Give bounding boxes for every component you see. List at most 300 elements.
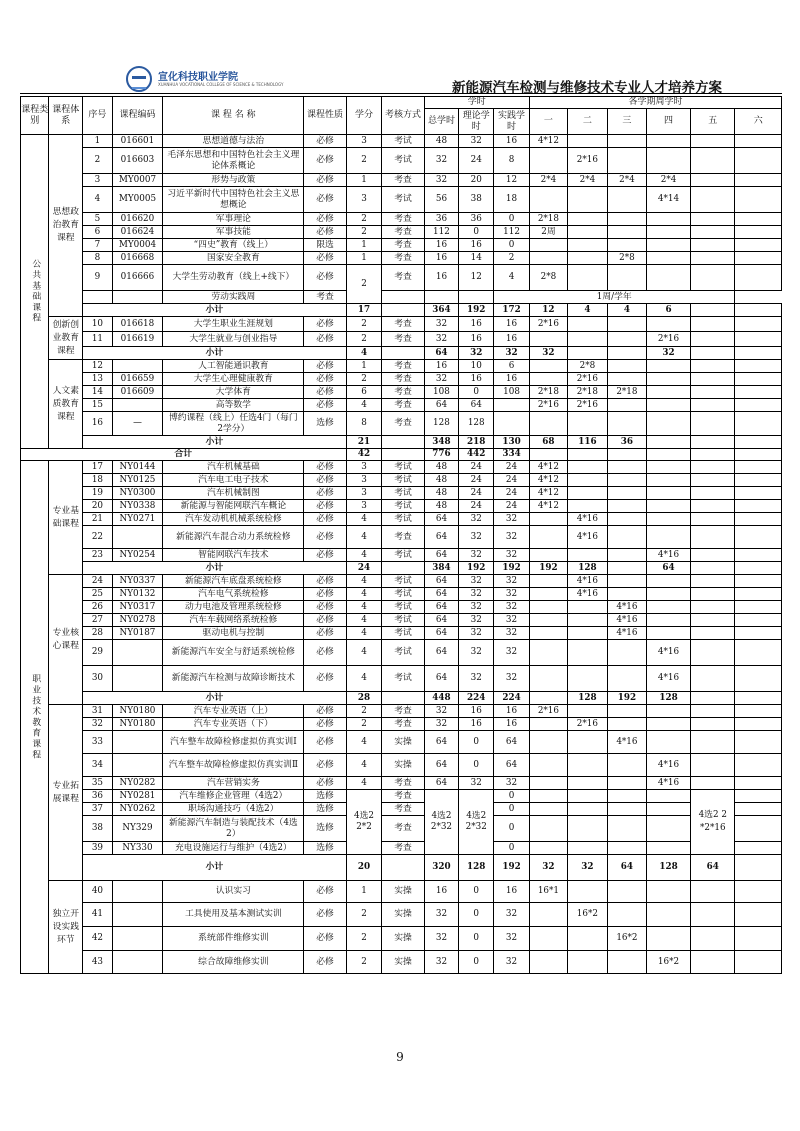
total-row <box>21 449 782 461</box>
cell-semester-2: 2*16 <box>567 148 607 174</box>
subtotal-row <box>21 562 782 575</box>
cell-practice-hours: 16 <box>494 135 530 148</box>
cell-total-hours: 32 <box>424 174 459 187</box>
col-weekly-group: 各学期周学时 <box>529 97 781 109</box>
cell-course-name: 大学生心理健康教育 <box>163 373 304 386</box>
cell-semester-4 <box>646 487 690 500</box>
col-course-nature: 课程性质 <box>304 97 346 135</box>
cell-semester-3 <box>607 777 646 790</box>
cell-semester-3 <box>607 373 646 386</box>
col-semester-3: 三 <box>607 109 646 135</box>
cell-total-hours: 64 <box>424 640 459 666</box>
cell-exam: 实操 <box>382 881 424 903</box>
cell-semester-4 <box>646 718 690 731</box>
cell-semester-6 <box>735 842 782 855</box>
cell-theory-hours: 32 <box>459 347 494 360</box>
cell-practice-hours: 192 <box>494 855 530 881</box>
cell-semester-4 <box>646 135 690 148</box>
cell-total-hours: 348 <box>424 436 459 449</box>
table-row <box>21 399 782 412</box>
cell-nature: 必修 <box>304 373 346 386</box>
cell-exam: 考查 <box>382 386 424 399</box>
cell-course-name: 形势与政策 <box>163 174 304 187</box>
table-row <box>21 803 782 816</box>
cell-semester-2 <box>567 927 607 951</box>
cell-semester-2: 4 <box>567 304 607 317</box>
cell-course-name: 新能源汽车制造与装配技术（4选2） <box>163 816 304 842</box>
table-row <box>21 386 782 399</box>
cell-semester-5 <box>691 474 735 487</box>
cell-course-name: 汽车机械基础 <box>163 461 304 474</box>
cell-semester-6 <box>735 803 782 816</box>
cell-semester-4 <box>646 881 690 903</box>
cell-credit: 2 <box>346 705 382 718</box>
cell-theory-hours: 32 <box>459 575 494 588</box>
cell-total-hours: 48 <box>424 487 459 500</box>
cell-exam: 考查 <box>382 526 424 549</box>
cell-semester-2 <box>567 461 607 474</box>
cell-code: — <box>112 412 163 436</box>
cell-semester-2 <box>567 614 607 627</box>
cell-exam: 考试 <box>382 549 424 562</box>
cell-semester-1 <box>529 526 567 549</box>
cell-exam <box>382 692 424 705</box>
cell-practice-hours: 224 <box>494 692 530 705</box>
cell-code <box>112 903 163 927</box>
cell-code: 016603 <box>112 148 163 174</box>
cell-code <box>112 666 163 692</box>
cell-course-name: 大学生劳动教育（线上+线下） <box>163 265 304 291</box>
cell-semester-5 <box>691 317 735 332</box>
cell-semester-2 <box>567 777 607 790</box>
table-row <box>21 575 782 588</box>
cell-semester-1: 4*12 <box>529 461 567 474</box>
table-row <box>21 640 782 666</box>
cell-semester-3 <box>607 226 646 239</box>
subtotal-label: 小计 <box>83 304 346 317</box>
cell-semester-4 <box>646 386 690 399</box>
cell-exam: 考查 <box>382 239 424 252</box>
category-vocational: 职业技术教育课程 <box>21 461 49 974</box>
cell-semester-5 <box>691 692 735 705</box>
cell-exam: 考试 <box>382 640 424 666</box>
cell-credit: 4 <box>346 601 382 614</box>
cell-semester-6 <box>735 951 782 974</box>
cell-practice-hours: 0 <box>494 803 530 816</box>
cell-semester-4: 16*2 <box>646 951 690 974</box>
cell-semester-6 <box>735 135 782 148</box>
col-course-code: 课程编码 <box>112 97 163 135</box>
cell-course-name: 汽车整车故障检修虚拟仿真实训Ⅱ <box>163 754 304 777</box>
cell-theory-hours: 38 <box>459 187 494 213</box>
cell-theory-hours: 32 <box>459 627 494 640</box>
cell-number: 18 <box>83 474 113 487</box>
cell-semester-1 <box>529 148 567 174</box>
cell-semester-4 <box>646 360 690 373</box>
cell-exam: 考查 <box>304 291 346 304</box>
cell-semester-4 <box>646 461 690 474</box>
cell-nature: 必修 <box>304 666 346 692</box>
col-semester-2: 二 <box>567 109 607 135</box>
cell-semester-5 <box>691 373 735 386</box>
cell-semester-4 <box>646 239 690 252</box>
cell-course-name: 新能源汽车检测与故障诊断技术 <box>163 666 304 692</box>
table-row <box>21 213 782 226</box>
cell-course-name: 认识实习 <box>163 881 304 903</box>
table-row <box>21 705 782 718</box>
cell-course-name: 职场沟通技巧（4选2） <box>163 803 304 816</box>
cell-semester-2 <box>567 842 607 855</box>
cell-total-hours: 64 <box>424 627 459 640</box>
cell-semester-2 <box>567 754 607 777</box>
cell-semester-2 <box>567 705 607 718</box>
cell-semester-1 <box>529 360 567 373</box>
cell-theory-hours: 0 <box>459 927 494 951</box>
cell-exam <box>382 562 424 575</box>
cell-practice-hours: 18 <box>494 187 530 213</box>
cell-code <box>112 754 163 777</box>
cell-semester-4 <box>646 265 690 291</box>
cell-semester-3 <box>607 951 646 974</box>
col-semester-6: 六 <box>735 109 782 135</box>
cell-practice-hours: 32 <box>494 666 530 692</box>
cell-practice-hours: 32 <box>494 513 530 526</box>
cell-theory-hours: 0 <box>459 386 494 399</box>
cell-nature: 选修 <box>304 790 346 803</box>
cell-credit: 3 <box>346 135 382 148</box>
page-header <box>20 64 782 94</box>
cell-semester-6 <box>735 526 782 549</box>
cell-semester-2: 116 <box>567 436 607 449</box>
subtotal-row <box>21 304 782 317</box>
table-row <box>21 588 782 601</box>
cell-total-elective: 4选2 2*32 <box>424 790 459 855</box>
cell-course-name: 高等数学 <box>163 399 304 412</box>
cell-code: 016659 <box>112 373 163 386</box>
cell-semester-6 <box>735 588 782 601</box>
table-row <box>21 461 782 474</box>
cell-semester-6 <box>735 449 782 461</box>
cell-semester-4 <box>646 317 690 332</box>
cell-semester-3 <box>607 187 646 213</box>
cell-semester-1 <box>529 666 567 692</box>
cell-practice-hours: 0 <box>494 213 530 226</box>
cell-number: 8 <box>83 252 113 265</box>
col-exam-method: 考核方式 <box>382 97 424 135</box>
cell-total-hours: 64 <box>424 575 459 588</box>
table-row <box>21 360 782 373</box>
cell-semester-1: 32 <box>529 855 567 881</box>
cell-nature: 选修 <box>304 803 346 816</box>
cell-semester-5 <box>691 252 735 265</box>
cell-semester-6 <box>735 549 782 562</box>
table-row <box>21 881 782 903</box>
cell-semester-3 <box>607 666 646 692</box>
table-row <box>21 513 782 526</box>
cell-total-hours: 64 <box>424 754 459 777</box>
cell-practice-hours: 4 <box>494 265 530 291</box>
cell-theory-hours: 32 <box>459 614 494 627</box>
cell-semester-4: 32 <box>646 347 690 360</box>
cell-credit: 28 <box>346 692 382 705</box>
cell-code <box>112 291 163 304</box>
cell-theory-hours: 16 <box>459 239 494 252</box>
cell-practice-hours: 64 <box>494 731 530 754</box>
cell-nature: 必修 <box>304 903 346 927</box>
cell-credit: 1 <box>346 360 382 373</box>
cell-nature: 必修 <box>304 526 346 549</box>
cell-semester-4 <box>646 412 690 436</box>
cell-semester-3 <box>607 461 646 474</box>
cell-exam: 考试 <box>382 135 424 148</box>
cell-course-name: 汽车专业英语（上） <box>163 705 304 718</box>
cell-practice-hours: 6 <box>494 360 530 373</box>
cell-semester-2: 2*16 <box>567 399 607 412</box>
cell-number: 41 <box>83 903 113 927</box>
cell-course-name: 人工智能通识教育 <box>163 360 304 373</box>
cell-semester-3 <box>607 347 646 360</box>
cell-semester-3: 2*18 <box>607 386 646 399</box>
table-row <box>21 487 782 500</box>
cell-theory-hours: 24 <box>459 487 494 500</box>
cell-theory-hours: 32 <box>459 777 494 790</box>
cell-code: NY0125 <box>112 474 163 487</box>
group-g4: 专业基础课程 <box>49 461 83 575</box>
cell-nature: 必修 <box>304 500 346 513</box>
cell-semester-4 <box>646 226 690 239</box>
cell-code: NY329 <box>112 816 163 842</box>
cell-number: 12 <box>83 360 113 373</box>
cell-practice-hours: 0 <box>494 842 530 855</box>
cell-semester-3: 2*4 <box>607 174 646 187</box>
cell-semester-5 <box>691 347 735 360</box>
cell-theory-hours <box>424 291 459 304</box>
cell-semester-6 <box>735 461 782 474</box>
col-credit: 学分 <box>346 97 382 135</box>
cell-credit: 4 <box>346 627 382 640</box>
cell-credit: 3 <box>346 187 382 213</box>
cell-credit: 8 <box>346 412 382 436</box>
cell-course-name: 军事技能 <box>163 226 304 239</box>
cell-semester-5 <box>691 304 735 317</box>
cell-semester-4 <box>646 148 690 174</box>
cell-nature: 必修 <box>304 174 346 187</box>
subtotal-row <box>21 692 782 705</box>
table-row <box>21 373 782 386</box>
cell-credit: 3 <box>346 500 382 513</box>
college-emblem-icon <box>126 66 152 92</box>
cell-credit: 2 <box>346 265 382 304</box>
cell-practice-hours: 112 <box>494 226 530 239</box>
cell-theory-hours: 36 <box>459 213 494 226</box>
cell-credit: 1 <box>346 881 382 903</box>
cell-total-hours: 32 <box>424 148 459 174</box>
cell-number: 11 <box>83 332 113 347</box>
cell-practice-hours: 24 <box>494 500 530 513</box>
cell-code: 016620 <box>112 213 163 226</box>
cell-semester-5 <box>691 135 735 148</box>
cell-nature: 必修 <box>304 386 346 399</box>
cell-exam: 考试 <box>382 487 424 500</box>
cell-number: 13 <box>83 373 113 386</box>
cell-semester-1: 4*12 <box>529 487 567 500</box>
cell-semester-3 <box>607 265 646 291</box>
cell-number: 30 <box>83 666 113 692</box>
cell-code: NY0317 <box>112 601 163 614</box>
cell-nature: 必修 <box>304 461 346 474</box>
cell-theory-hours: 10 <box>459 360 494 373</box>
cell-credit: 4 <box>346 575 382 588</box>
cell-semester-4 <box>646 803 690 816</box>
cell-semester-6 <box>735 790 782 803</box>
cell-practice-hours: 192 <box>494 562 530 575</box>
cell-semester-3 <box>607 842 646 855</box>
cell-total-hours: 48 <box>424 461 459 474</box>
cell-number <box>83 291 113 304</box>
cell-code: NY0254 <box>112 549 163 562</box>
cell-semester-6 <box>735 903 782 927</box>
cell-total-hours: 64 <box>424 347 459 360</box>
college-name: 宣化科技职业学院 <box>158 72 238 83</box>
cell-semester-5 <box>691 332 735 347</box>
table-row <box>21 816 782 842</box>
cell-practice-hours: 0 <box>494 239 530 252</box>
cell-semester-2: 128 <box>567 562 607 575</box>
col-course-category: 课程类别 <box>21 97 49 135</box>
cell-practice-hours: 16 <box>494 881 530 903</box>
col-course-name: 课 程 名 称 <box>163 97 304 135</box>
subtotal-label: 小计 <box>83 436 346 449</box>
cell-theory-hours: 0 <box>459 951 494 974</box>
cell-semester-1: 2*8 <box>529 265 567 291</box>
cell-semester-3: 4 <box>607 304 646 317</box>
cell-number: 32 <box>83 718 113 731</box>
cell-credit: 6 <box>346 386 382 399</box>
cell-credit: 17 <box>346 304 382 317</box>
cell-theory-hours: 0 <box>459 881 494 903</box>
cell-theory-hours: 16 <box>459 705 494 718</box>
cell-semester-3 <box>607 412 646 436</box>
cell-exam: 实操 <box>382 927 424 951</box>
cell-number: 15 <box>83 399 113 412</box>
cell-practice-hours: 64 <box>494 754 530 777</box>
cell-semester-6 <box>735 474 782 487</box>
cell-semester-1 <box>529 575 567 588</box>
cell-number: 1 <box>83 135 113 148</box>
cell-exam: 考查 <box>382 777 424 790</box>
cell-semester-3 <box>607 399 646 412</box>
col-total-hours: 总学时 <box>424 109 459 135</box>
table-row <box>21 265 782 291</box>
cell-semester-1: 2*16 <box>529 317 567 332</box>
cell-semester-2 <box>567 449 607 461</box>
cell-exam: 考查 <box>382 718 424 731</box>
cell-semester-4 <box>646 449 690 461</box>
cell-nature: 必修 <box>304 627 346 640</box>
cell-semester-6 <box>735 187 782 213</box>
cell-practice-hours <box>459 291 494 304</box>
cell-course-name: 动力电池及管理系统检修 <box>163 601 304 614</box>
cell-semester-2: 2*4 <box>567 174 607 187</box>
cell-semester-6 <box>735 500 782 513</box>
cell-practice-hours: 32 <box>494 640 530 666</box>
cell-semester-5 <box>691 575 735 588</box>
cell-number: 3 <box>83 174 113 187</box>
cell-total-hours: 16 <box>424 239 459 252</box>
cell-practice-hours: 16 <box>494 705 530 718</box>
cell-semester-1: 4*12 <box>529 135 567 148</box>
cell-number: 2 <box>83 148 113 174</box>
cell-total-hours: 64 <box>424 614 459 627</box>
cell-exam: 考查 <box>382 399 424 412</box>
cell-theory-hours: 32 <box>459 513 494 526</box>
cell-semester-4: 128 <box>646 692 690 705</box>
cell-code: NY0180 <box>112 705 163 718</box>
cell-code: 016666 <box>112 265 163 291</box>
col-number: 序号 <box>83 97 113 135</box>
cell-practice-hours: 2 <box>494 252 530 265</box>
cell-semester-2 <box>567 666 607 692</box>
cell-semester-6 <box>735 855 782 881</box>
cell-semester-6 <box>735 881 782 903</box>
cell-semester-1: 12 <box>529 304 567 317</box>
cell-theory-elective: 4选2 2*32 <box>459 790 494 855</box>
cell-total-hours: 128 <box>424 412 459 436</box>
cell-semester-6 <box>735 347 782 360</box>
cell-semester-6 <box>735 373 782 386</box>
cell-code: 016601 <box>112 135 163 148</box>
cell-semester-1: 4*12 <box>529 474 567 487</box>
table-row <box>21 549 782 562</box>
cell-exam: 实操 <box>382 754 424 777</box>
cell-semester-4 <box>646 213 690 226</box>
cell-code: NY0180 <box>112 718 163 731</box>
cell-semester-4 <box>646 436 690 449</box>
cell-nature: 必修 <box>304 513 346 526</box>
subtotal-label: 小计 <box>83 855 346 881</box>
cell-credit: 4 <box>346 614 382 627</box>
cell-semester-3 <box>607 803 646 816</box>
total-label: 合计 <box>21 449 347 461</box>
cell-semester-4 <box>646 252 690 265</box>
table-row <box>21 903 782 927</box>
table-row <box>21 754 782 777</box>
cell-code: MY0004 <box>112 239 163 252</box>
cell-semester-6 <box>735 304 782 317</box>
cell-semester-2 <box>567 640 607 666</box>
cell-theory-hours: 224 <box>459 692 494 705</box>
cell-semester-5 <box>691 513 735 526</box>
cell-semester-4 <box>646 927 690 951</box>
subtotal-row <box>21 855 782 881</box>
cell-theory-hours: 32 <box>459 549 494 562</box>
cell-semester-4: 4*16 <box>646 549 690 562</box>
cell-semester-4 <box>646 731 690 754</box>
cell-exam: 考查 <box>382 174 424 187</box>
cell-semester-5 <box>691 754 735 777</box>
cell-semester-2 <box>567 317 607 332</box>
table-row <box>21 500 782 513</box>
cell-semester-3: 2*8 <box>607 252 646 265</box>
cell-exam <box>382 347 424 360</box>
cell-semester-4 <box>646 790 690 803</box>
cell-semester-3: 36 <box>607 436 646 449</box>
cell-semester-6 <box>735 148 782 174</box>
cell-semester-6 <box>735 575 782 588</box>
cell-number: 25 <box>83 588 113 601</box>
cell-semester-5 <box>691 449 735 461</box>
cell-total-hours: 32 <box>424 317 459 332</box>
